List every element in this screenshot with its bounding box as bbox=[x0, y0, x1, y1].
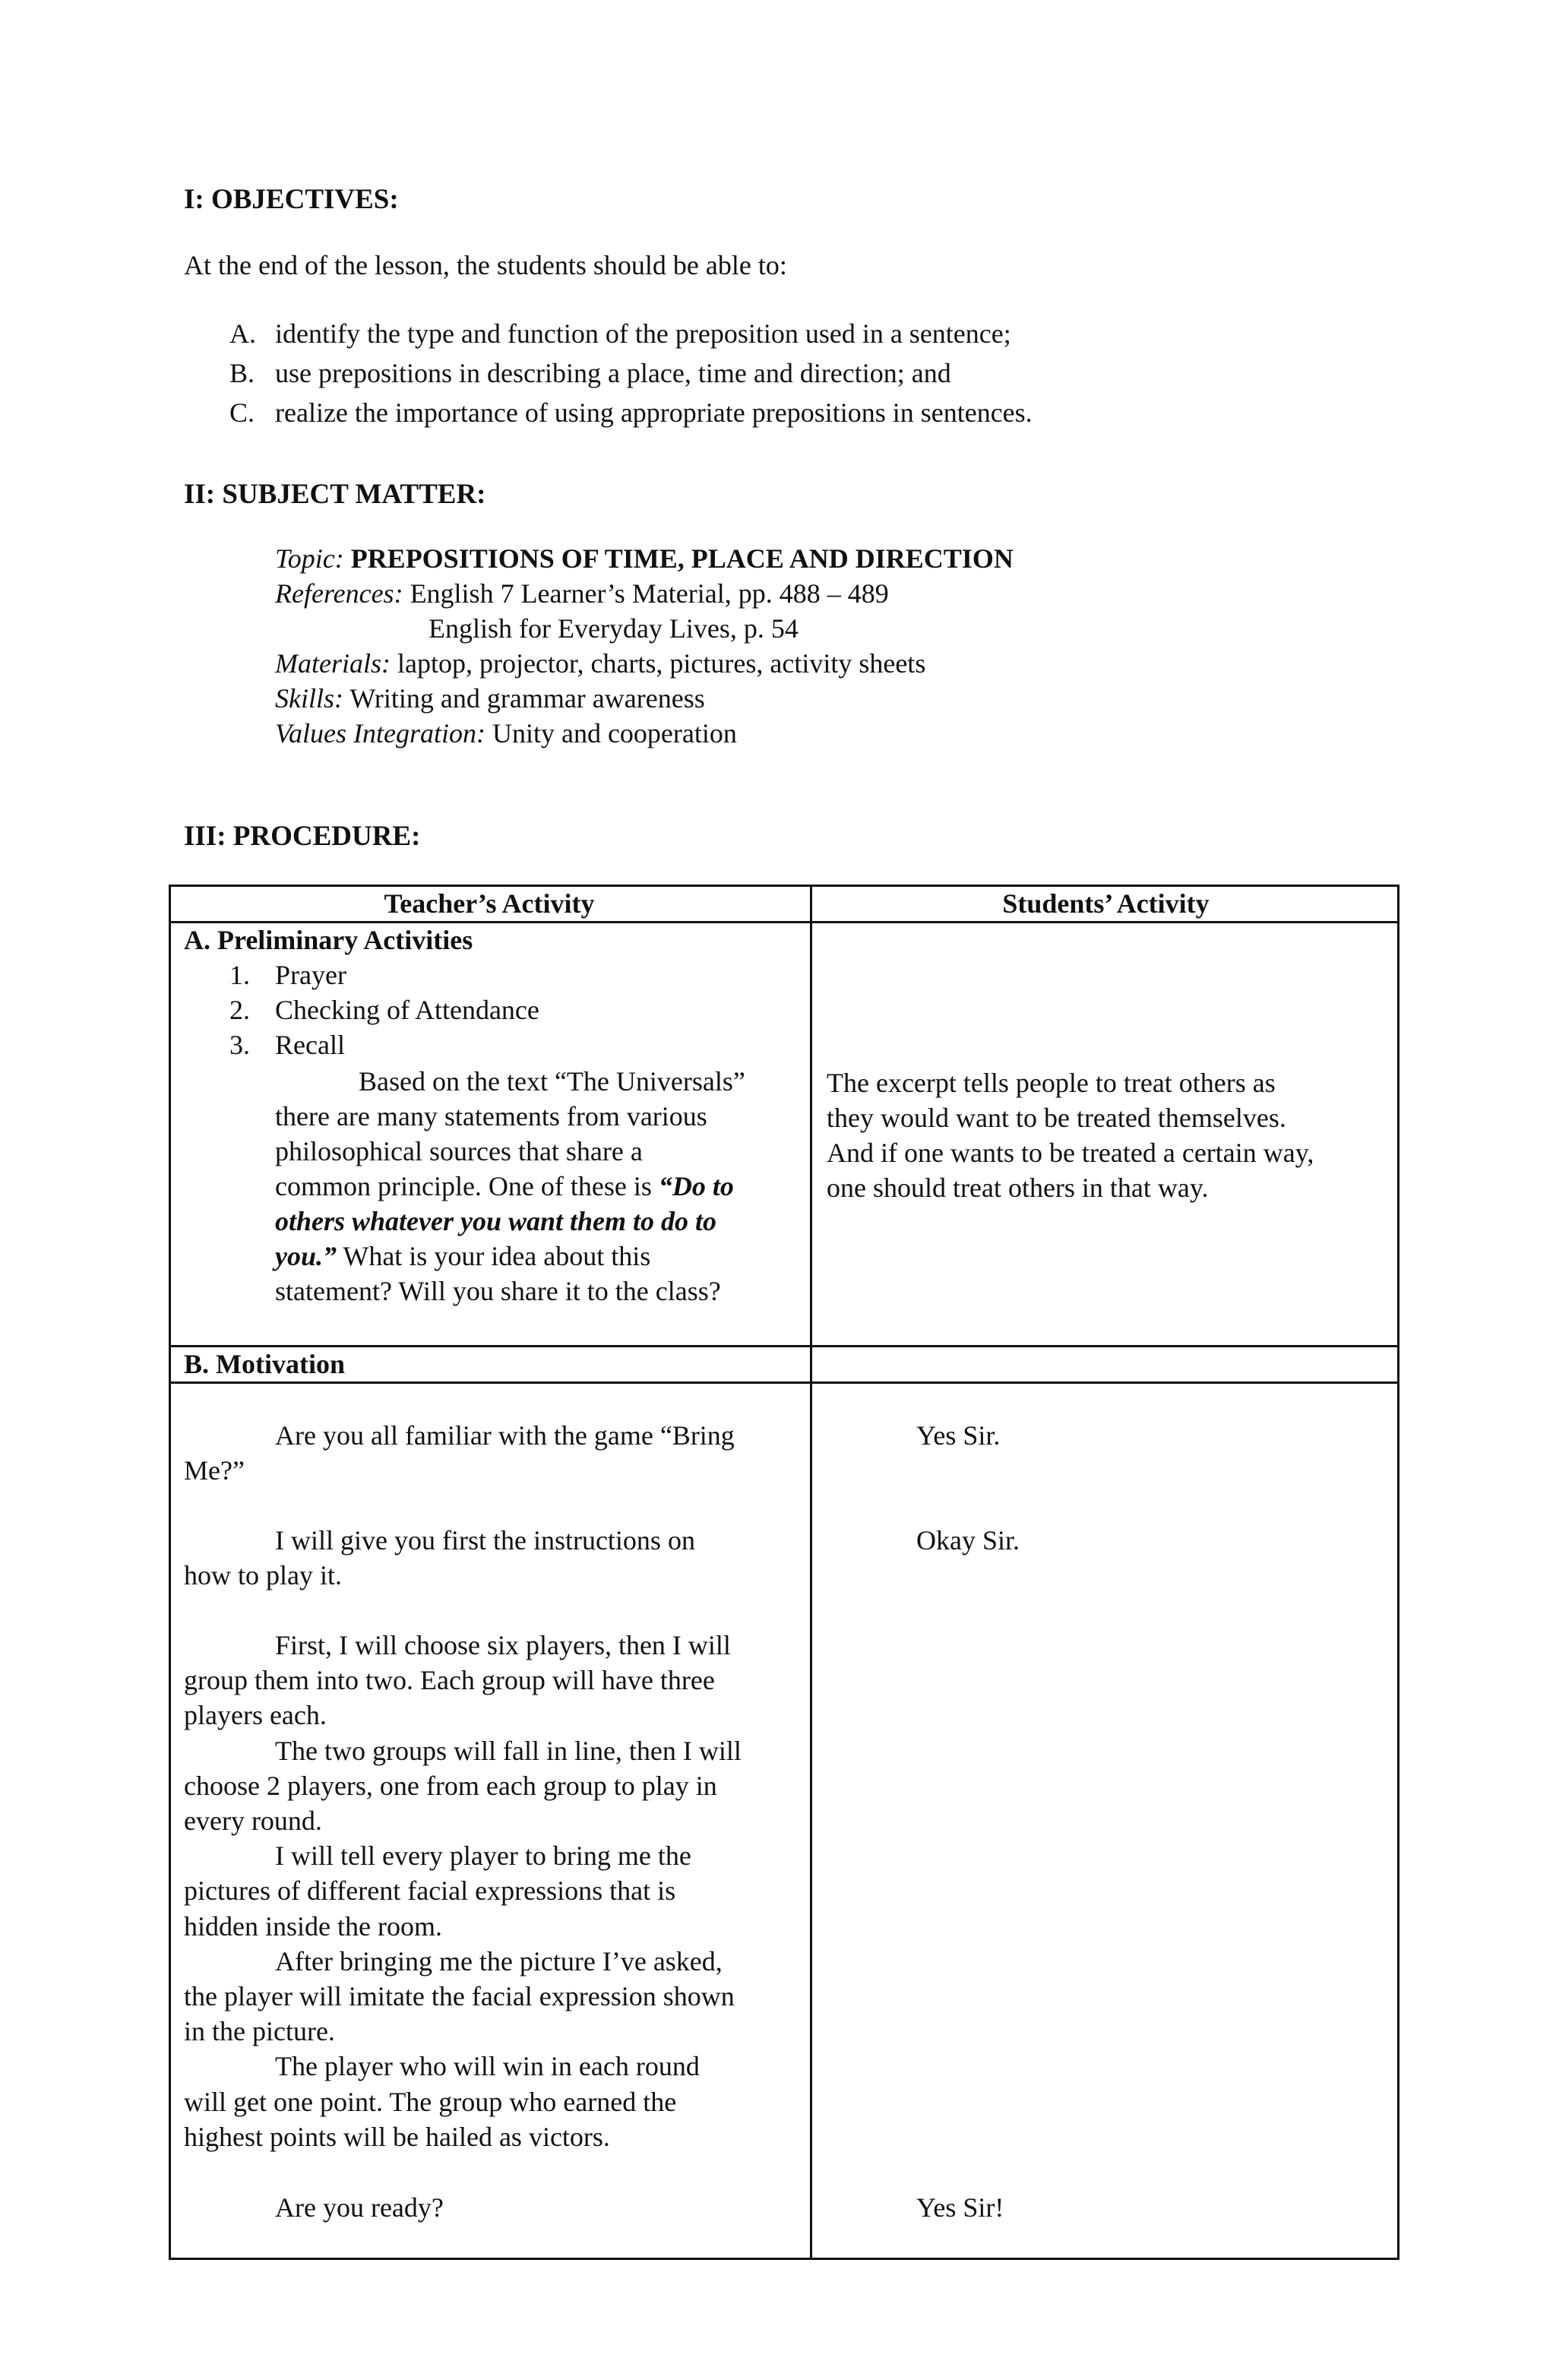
instruction-line: group them into two. Each group will have three bbox=[184, 1665, 715, 1695]
instruction-line: the player will imitate the facial expression shown bbox=[184, 1981, 735, 2011]
preliminary-title: A. Preliminary Activities bbox=[184, 925, 473, 955]
motivation-q1-line-2: Me?” bbox=[184, 1455, 245, 1486]
instruction-line: hidden inside the room. bbox=[184, 1911, 442, 1942]
column-header-students: Students’ Activity bbox=[1002, 888, 1210, 919]
column-header-teacher: Teacher’s Activity bbox=[384, 888, 595, 919]
motivation-q2-line-2: how to play it. bbox=[184, 1560, 342, 1590]
materials-label: Materials: bbox=[275, 648, 391, 679]
instruction-line: First, I will choose six players, then I will bbox=[275, 1630, 731, 1660]
procedure-heading: III: PROCEDURE: bbox=[184, 821, 421, 852]
motivation-q2-line-1: I will give you first the instructions on bbox=[275, 1525, 695, 1556]
step-marker-3: 3. bbox=[229, 1030, 250, 1060]
objective-marker-a: A. bbox=[229, 318, 256, 349]
motivation-q3: Are you ready? bbox=[275, 2192, 444, 2223]
recall-line-4 bbox=[275, 1169, 734, 1204]
recall-line-3: philosophical sources that share a bbox=[275, 1136, 643, 1166]
skills-value: Writing and grammar awareness bbox=[349, 683, 705, 714]
table-column-divider bbox=[810, 885, 812, 2260]
references-value-1: English 7 Learner’s Material, pp. 488 – 489 bbox=[410, 578, 889, 609]
recall-line-6-text: What is your idea about this bbox=[337, 1241, 651, 1271]
step-recall: Recall bbox=[275, 1030, 345, 1060]
objective-marker-b: B. bbox=[229, 358, 255, 388]
references-value-2: English for Everyday Lives, p. 54 bbox=[429, 613, 799, 644]
values-value: Unity and cooperation bbox=[492, 718, 737, 748]
topic-row bbox=[275, 541, 1014, 576]
student-answer-line-1: The excerpt tells people to treat others as bbox=[827, 1068, 1276, 1098]
subject-matter-heading: II: SUBJECT MATTER: bbox=[184, 479, 486, 510]
motivation-answer-2: Okay Sir. bbox=[916, 1525, 1020, 1556]
table-row-divider-motivation-bottom bbox=[169, 1381, 1399, 1384]
objectives-heading: I: OBJECTIVES: bbox=[184, 184, 399, 215]
objective-item-c: realize the importance of using appropriate prepositions in sentences. bbox=[275, 397, 1033, 428]
recall-line-6 bbox=[275, 1239, 650, 1274]
materials-row bbox=[275, 646, 925, 681]
instruction-line: every round. bbox=[184, 1806, 322, 1836]
step-prayer: Prayer bbox=[275, 960, 346, 990]
recall-line-4-text: common principle. One of these is bbox=[275, 1171, 659, 1201]
motivation-answer-3: Yes Sir! bbox=[916, 2192, 1004, 2223]
instruction-line: in the picture. bbox=[184, 2016, 335, 2046]
references-row bbox=[275, 576, 889, 611]
recall-line-7: statement? Will you share it to the class? bbox=[275, 1276, 721, 1306]
values-row bbox=[275, 716, 737, 751]
step-marker-2: 2. bbox=[229, 995, 250, 1025]
recall-quote-end: you.” bbox=[275, 1241, 337, 1271]
topic-label: Topic: bbox=[275, 543, 344, 574]
instruction-line: choose 2 players, one from each group to play in bbox=[184, 1771, 717, 1801]
instruction-line: players each. bbox=[184, 1700, 327, 1730]
skills-label: Skills: bbox=[275, 683, 343, 714]
step-marker-1: 1. bbox=[229, 960, 250, 990]
references-label: References: bbox=[275, 578, 403, 609]
motivation-q1-line-1: Are you all familiar with the game “Bring bbox=[275, 1420, 735, 1451]
values-label: Values Integration: bbox=[275, 718, 485, 748]
motivation-title: B. Motivation bbox=[184, 1349, 345, 1379]
objective-item-b: use prepositions in describing a place, time and direction; and bbox=[275, 358, 951, 388]
step-attendance: Checking of Attendance bbox=[275, 995, 539, 1025]
materials-value: laptop, projector, charts, pictures, activity sheets bbox=[397, 648, 926, 679]
recall-line-1: Based on the text “The Universals” bbox=[359, 1066, 745, 1097]
recall-quote-start: “Do to bbox=[658, 1171, 734, 1201]
instruction-line: highest points will be hailed as victors. bbox=[184, 2122, 610, 2152]
objectives-intro: At the end of the lesson, the students should be able to: bbox=[184, 250, 787, 280]
student-answer-line-3: And if one wants to be treated a certain way, bbox=[827, 1138, 1314, 1168]
objective-marker-c: C. bbox=[229, 397, 255, 428]
objective-item-a: identify the type and function of the preposition used in a sentence; bbox=[275, 318, 1011, 349]
table-row-divider-motivation-top bbox=[169, 1345, 1399, 1347]
instruction-line: I will tell every player to bring me the bbox=[275, 1840, 691, 1871]
recall-line-2: there are many statements from various bbox=[275, 1101, 707, 1131]
instruction-line: After bringing me the picture I’ve asked, bbox=[275, 1946, 723, 1976]
recall-quote-middle: others whatever you want them to do to bbox=[275, 1206, 717, 1236]
topic-value: PREPOSITIONS OF TIME, PLACE AND DIRECTION bbox=[350, 543, 1014, 574]
motivation-answer-1: Yes Sir. bbox=[916, 1420, 1001, 1451]
student-answer-line-4: one should treat others in that way. bbox=[827, 1173, 1209, 1203]
instruction-line: will get one point. The group who earned the bbox=[184, 2087, 677, 2117]
instruction-line: The two groups will fall in line, then I will bbox=[275, 1736, 742, 1766]
instruction-line: The player who will win in each round bbox=[275, 2051, 700, 2081]
skills-row bbox=[275, 681, 705, 716]
student-answer-line-2: they would want to be treated themselves. bbox=[827, 1103, 1286, 1133]
instruction-line: pictures of different facial expressions that is bbox=[184, 1875, 676, 1906]
